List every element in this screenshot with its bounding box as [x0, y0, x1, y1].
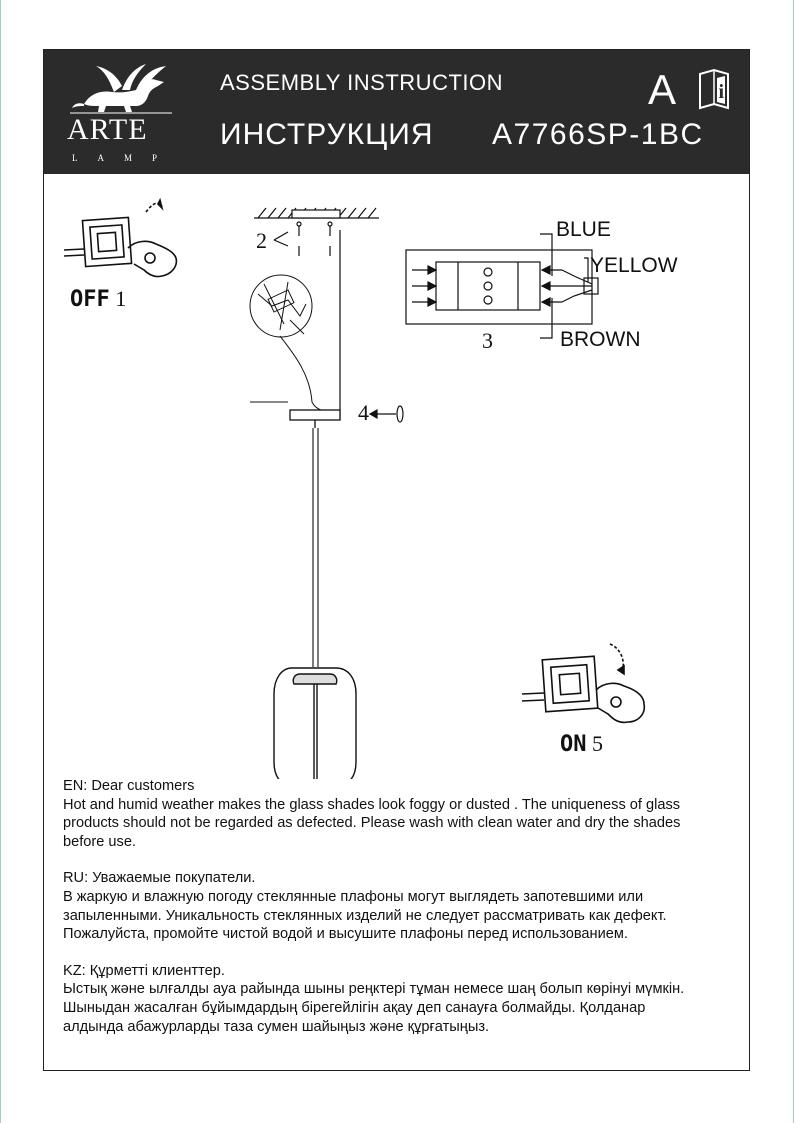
step-5-on-word: ON — [560, 732, 587, 757]
notice-en-line-2: products should not be regarded as defected. Please wash with clean water and dry the shades — [63, 815, 681, 832]
wiring-detail-callout — [250, 275, 334, 412]
step-5-label — [560, 731, 603, 757]
ceiling-hatch — [254, 208, 379, 218]
step-3-number: 3 — [482, 328, 493, 353]
notice-ru-heading: RU: Уважаемые покупатели. — [63, 870, 256, 887]
notice-ru-line-3: Пожалуйста, промойте чистой водой и высушите плафоны перед использованием. — [63, 926, 628, 943]
step-1-number: 1 — [115, 286, 127, 311]
notice-kz-line-3: алдында абажурларды таза сумен шайыңыз және құрғатыңыз. — [63, 1018, 490, 1035]
title-russian: ИНСТРУКЦИЯ — [220, 118, 434, 151]
section-letter: A — [648, 66, 677, 113]
notice-ru-line-2: запыленными. Уникальность стеклянных изделий не следует рассматривать как дефект. — [63, 907, 667, 924]
manual-book-icon — [694, 66, 734, 112]
wire-label-blue: BLUE — [556, 218, 611, 241]
wire-label-brown: BROWN — [560, 328, 641, 351]
brand-logo-subtext: LAMP — [72, 153, 178, 163]
notice-russian — [63, 869, 743, 943]
terminal-block — [406, 234, 598, 338]
glass-shade — [274, 668, 356, 779]
step-1-label — [70, 286, 126, 312]
notice-en-line-3: before use. — [63, 833, 137, 850]
notice-kazakh — [63, 962, 743, 1036]
mounting-screws — [274, 222, 340, 419]
notice-en-line-1: Hot and humid weather makes the glass shades look foggy or dusted . The uniqueness of glass — [63, 796, 681, 813]
page-edge-left — [0, 0, 1, 1123]
notice-english — [63, 777, 743, 851]
tighten-arrow — [370, 406, 403, 422]
ceiling-canopy — [290, 410, 340, 428]
care-notice — [63, 777, 743, 1054]
notice-kz-line-2: Шыныдан жасалған бұйымдардың бірегейлігін ақау деп санауға болмайды. Қолданар — [63, 999, 646, 1016]
instruction-sheet — [43, 49, 750, 1071]
step-5-number: 5 — [592, 731, 603, 756]
suspension-cable — [313, 428, 318, 667]
notice-ru-line-1: В жаркую и влажную погоду стеклянные плафоны могут выглядеть запотевшими или — [63, 888, 644, 905]
wall-switch-off-illustration — [64, 200, 176, 277]
notice-en-heading: EN: Dear customers — [63, 778, 195, 794]
step-2-number: 2 — [256, 228, 267, 253]
header-bar — [44, 50, 749, 174]
model-number: A7766SP-1BC — [492, 118, 704, 151]
step-4-number: 4 — [358, 400, 369, 425]
notice-kz-line-1: Ыстық және ылғалды ауа райында шыны реңктері тұман немесе шаң болып көрінуі мүмкін. — [63, 981, 685, 998]
step-1-off-word: OFF — [70, 287, 110, 312]
assembly-diagram — [44, 174, 749, 779]
wall-switch-on-illustration — [522, 644, 644, 722]
griffin-emblem-icon — [66, 60, 176, 114]
title-english: ASSEMBLY INSTRUCTION — [220, 70, 504, 95]
wire-label-yellow: YELLOW — [590, 254, 678, 277]
book-info-glyph: i — [718, 81, 725, 103]
brand-logo-text: ARTE — [67, 113, 148, 146]
notice-kz-heading: KZ: Құрметті клиенттер. — [63, 962, 225, 979]
